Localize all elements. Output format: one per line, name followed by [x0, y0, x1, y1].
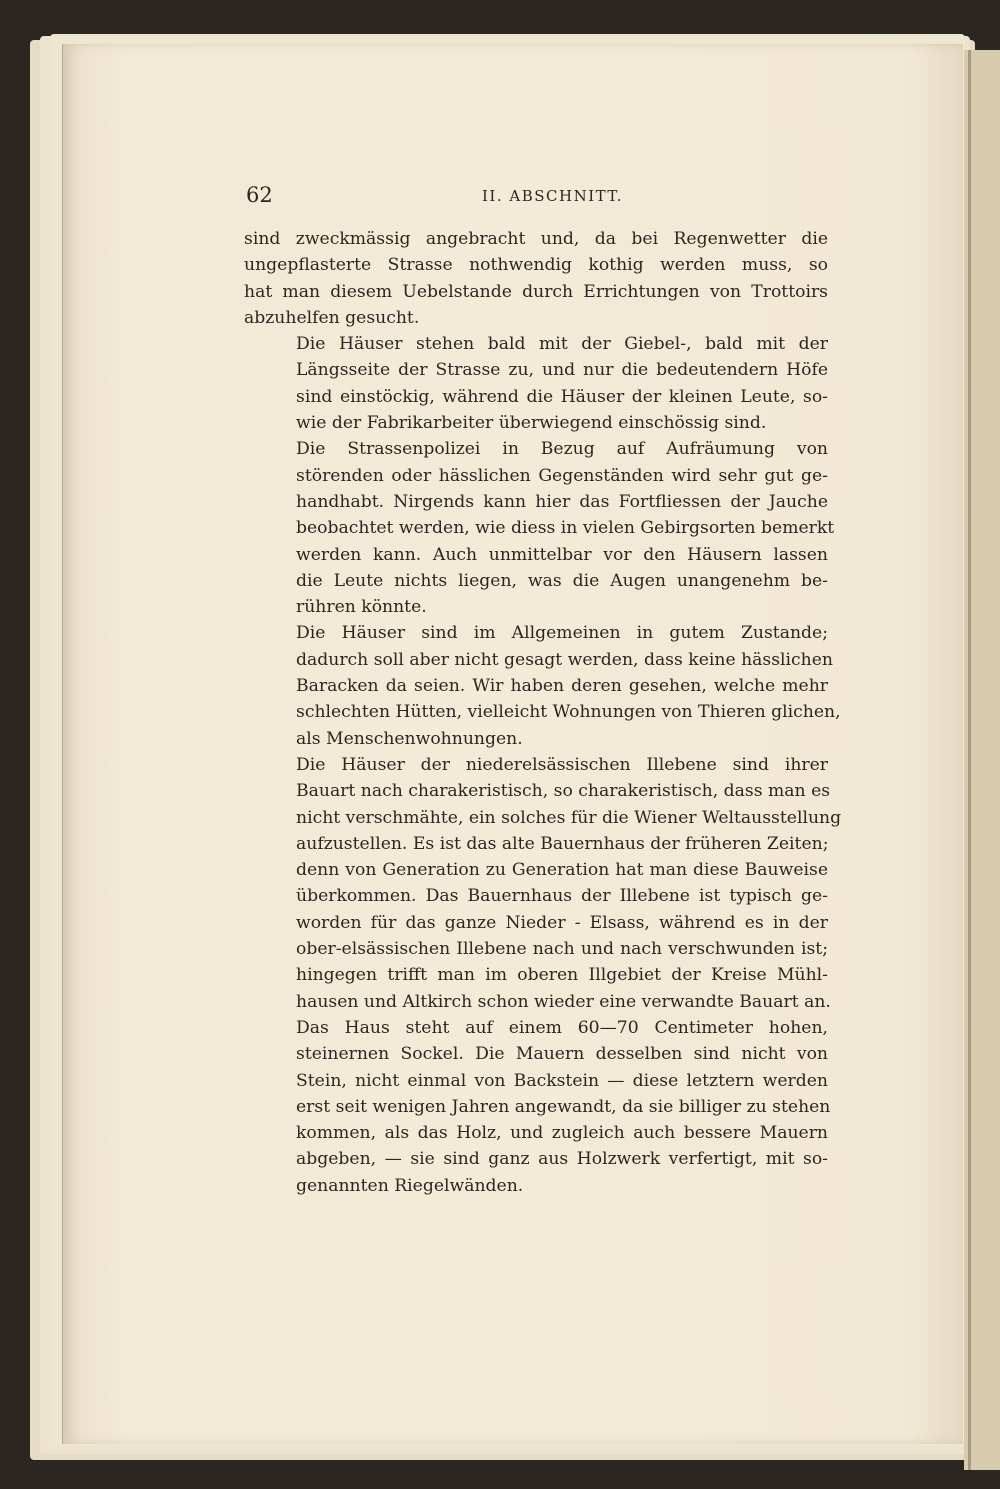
text-line: erst seit wenigen Jahren angewandt, da sie billiger zu stehen: [296, 1096, 831, 1117]
text-line: wie der Fabrikarbeiter überwiegend einschössig sind.: [296, 413, 767, 434]
paragraph-6: [244, 1015, 831, 1199]
text-line: beobachtet werden, wie diess in vielen Gebirgsorten bemerkt: [296, 518, 835, 539]
text-line: als Menschenwohnungen.: [296, 728, 523, 749]
text-line: nicht verschmähte, ein solches für die Wiener Weltausstellung: [296, 807, 842, 828]
text-line: Bauart nach charakeristisch, so charakeristisch, dass man es: [296, 781, 831, 802]
text-line: überkommen. Das Bauernhaus der Illebene ist typisch ge-: [296, 886, 828, 907]
text-line: steinernen Sockel. Die Mauern desselben sind nicht von: [296, 1044, 828, 1065]
text-line: kommen, als das Holz, und zugleich auch bessere Mauern: [296, 1123, 828, 1144]
text-line: hingegen trifft man im oberen Illgebiet der Kreise Mühl-: [296, 965, 828, 986]
text-line: hat man diesem Uebelstande durch Errichtungen von Trottoirs: [244, 281, 828, 302]
text-line: denn von Generation zu Generation hat man diese Bauweise: [296, 860, 828, 881]
text-line: die Leute nichts liegen, was die Augen unangenehm be-: [296, 570, 828, 591]
text-line: hausen und Altkirch schon wieder eine verwandte Bauart an.: [296, 991, 831, 1012]
text-line: genannten Riegelwänden.: [296, 1175, 524, 1196]
text-line: sind einstöckig, während die Häuser der kleinen Leute, so-: [296, 386, 828, 407]
facing-page-edge: [964, 50, 1000, 1470]
chapter-title: II. ABSCHNITT.: [482, 187, 623, 205]
text-line: Stein, nicht einmal von Backstein — diese letztern werden: [296, 1070, 828, 1091]
text-line: Baracken da seien. Wir haben deren gesehen, welche mehr: [296, 676, 828, 697]
paragraph-5: [244, 752, 842, 1015]
text-line: aufzustellen. Es ist das alte Bauernhaus der früheren Zeiten;: [296, 833, 829, 854]
body-text: [244, 226, 842, 1199]
paragraph-2: [244, 331, 828, 436]
text-line: abgeben, — sie sind ganz aus Holzwerk verfertigt, mit so-: [296, 1149, 828, 1170]
text-line: ober-elsässischen Illebene nach und nach verschwunden ist;: [296, 939, 828, 960]
text-line: rühren könnte.: [296, 597, 427, 618]
text-line: Die Häuser der niederelsässischen Illebene sind ihrer: [296, 754, 828, 775]
text-line: Die Strassenpolizei in Bezug auf Aufräumung von: [296, 439, 828, 460]
text-line: sind zweckmässig angebracht und, da bei Regenwetter die: [244, 229, 828, 249]
text-line: abzuhelfen gesucht.: [244, 307, 420, 328]
text-line: schlechten Hütten, vielleicht Wohnungen von Thieren glichen,: [296, 702, 841, 723]
text-line: werden kann. Auch unmittelbar vor den Häusern lassen: [296, 544, 828, 565]
text-line: Das Haus steht auf einem 60—70 Centimeter hohen,: [296, 1017, 828, 1038]
running-head: [246, 183, 826, 209]
paragraph-3: [244, 436, 835, 620]
text-line: Die Häuser sind im Allgemeinen in gutem Zustande;: [296, 623, 828, 644]
text-line: worden für das ganze Nieder - Elsass, während es in der: [296, 912, 828, 933]
text-line: dadurch soll aber nicht gesagt werden, dass keine hässlichen: [296, 649, 833, 670]
text-line: Längsseite der Strasse zu, und nur die bedeutendern Höfe: [296, 360, 828, 381]
page-number: 62: [246, 183, 273, 207]
text-line: Die Häuser stehen bald mit der Giebel-, bald mit der: [296, 334, 828, 355]
paragraph-4: [244, 620, 841, 751]
text-line: ungepflasterte Strasse nothwendig kothig werden muss, so: [244, 255, 828, 276]
text-line: handhabt. Nirgends kann hier das Fortfliessen der Jauche: [296, 491, 828, 512]
paragraph-1: [244, 226, 828, 331]
text-line: störenden oder hässlichen Gegenständen wird sehr gut ge-: [296, 465, 828, 486]
